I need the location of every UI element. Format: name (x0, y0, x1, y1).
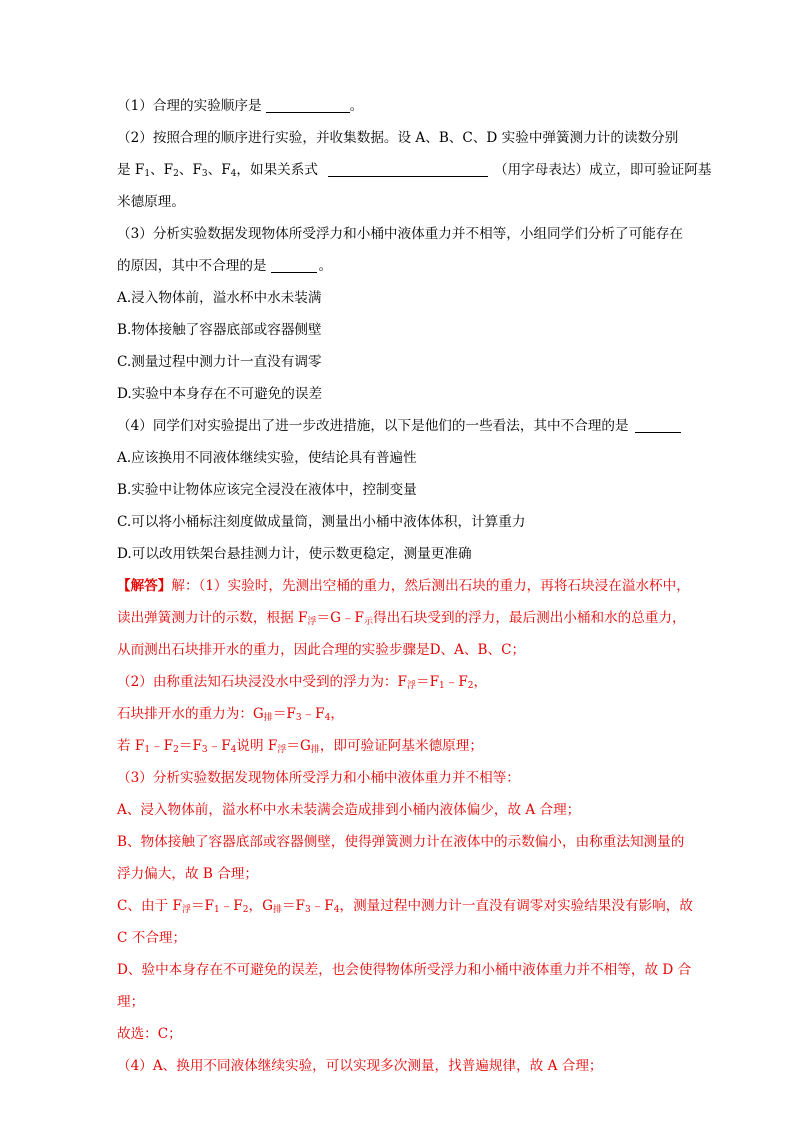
answer-text: ﹣F (444, 674, 468, 690)
answer-text: 浮力偏大，故 B 合理； (117, 866, 258, 882)
answer-text: 故选：C； (117, 1026, 182, 1042)
answer-text: ，即可验证阿基米德原理； (319, 738, 483, 754)
subscript: 1 (144, 745, 151, 755)
answer-text: ＝F (190, 898, 214, 914)
answer-p2-line-3 (117, 730, 689, 762)
answer-p1-line-2 (117, 602, 689, 634)
option-text: D.可以改用铁架台悬挂测力计，使示数更稳定，测量更准确 (117, 546, 472, 562)
answer-p3-b-2 (117, 858, 689, 890)
subscript: 2 (242, 905, 249, 915)
subscript: 4 (333, 905, 340, 915)
document-body (117, 90, 712, 1082)
subscript: 1 (439, 681, 445, 691)
answer-text: ﹣F (207, 738, 231, 754)
option-text: B.物体接触了容器底部或容器侧壁 (117, 322, 322, 338)
q2-text-3: 米德原理。 (117, 194, 185, 210)
q3-option-a (117, 282, 689, 314)
answer-text: 理； (117, 994, 145, 1010)
q1-blank (266, 95, 350, 113)
q2-line-3 (117, 186, 689, 218)
option-text: C.测量过程中测力计一直没有调零 (117, 354, 322, 370)
q2-line-2 (117, 154, 712, 186)
q2-text: 、F (207, 162, 231, 178)
q3-text-1: （3）分析实验数据发现物体所受浮力和小桶中液体重力并不相等，小组同学们分析了可能存在 (117, 226, 683, 242)
subscript: 排 (310, 745, 320, 755)
subscript: 3 (201, 745, 208, 755)
answer-text: （3）分析实验数据发现物体所受浮力和小桶中液体重力并不相等： (117, 770, 520, 786)
answer-text: C、由于 F (117, 898, 182, 914)
answer-text: ﹣F (150, 738, 174, 754)
answer-text: C 不合理； (117, 930, 187, 946)
subscript: 1 (213, 905, 220, 915)
q4-option-b (117, 474, 689, 506)
subscript: 4 (230, 745, 237, 755)
subscript: 2 (467, 681, 474, 691)
q3-line-2 (117, 250, 689, 282)
answer-text: ＝F (272, 706, 296, 722)
q3-tail: 。 (318, 258, 333, 274)
answer-p3-line-1 (117, 762, 689, 794)
answer-text: ，测量过程中测力计一直没有调零对实验结果没有影响，故 (339, 898, 693, 914)
answer-p3-c-2 (117, 922, 689, 954)
q3-option-c (117, 346, 689, 378)
subscript: 浮 (307, 617, 317, 627)
answer-text: ＝G﹣F (316, 610, 364, 626)
answer-p2-line-1 (117, 666, 689, 698)
answer-p3-a (117, 794, 689, 826)
answer-text: （4）A、换用不同液体继续实验，可以实现多次测量，找普遍规律，故 A 合理； (117, 1058, 603, 1074)
answer-text: ﹣F (219, 898, 243, 914)
answer-text: ﹣F (301, 706, 325, 722)
answer-text: （2）由称重法知石块浸没水中受到的浮力为：F (117, 674, 407, 690)
subscript: 2 (173, 745, 179, 755)
answer-text: 石块排开水的重力为：G (117, 706, 264, 722)
q3-line-1 (117, 218, 689, 250)
subscript: 浮 (406, 681, 416, 691)
answer-text: D、验中本身存在不可避免的误差，也会使得物体所受浮力和小桶中液体重力并不相等，故 D 合 (117, 962, 692, 978)
answer-text: 说明 F (236, 738, 278, 754)
q3-blank (271, 255, 317, 273)
subscript: 3 (304, 905, 311, 915)
answer-text: ＝F (415, 674, 440, 690)
answer-text: 若 F (117, 738, 145, 754)
subscript: 浮 (277, 745, 287, 755)
answer-text: 从而测出石块排开水的重力，因此合理的实验步骤是D、A、B、C； (117, 642, 526, 658)
answer-p4-a (117, 1050, 689, 1082)
option-text: A.应该换用不同液体继续实验，使结论具有普遍性 (117, 450, 417, 466)
answer-label: 【解答】 (117, 578, 172, 594)
q3-text-2: 的原因，其中不合理的是 (117, 258, 267, 274)
q1-line (117, 90, 689, 122)
answer-text: A、浸入物体前，溢水杯中水未装满会造成排到小桶内液体偏少，故 A 合理； (117, 802, 581, 818)
q3-option-b (117, 314, 689, 346)
q3-option-d (117, 378, 689, 410)
answer-text: ，G (248, 898, 273, 914)
subscript: 4 (230, 169, 237, 179)
answer-p3-d-2 (117, 986, 689, 1018)
option-text: A.浸入物体前，溢水杯中水未装满 (117, 290, 322, 306)
answer-section (117, 570, 693, 1082)
subscript: 排 (263, 713, 273, 723)
q2-text: （用字母表达）成立，即可验证阿基 (493, 162, 712, 178)
answer-p3-c-1 (117, 890, 693, 922)
subscript: 3 (201, 169, 208, 179)
subscript: 3 (295, 713, 302, 723)
q2-blank (328, 159, 488, 177)
q2-text: 、F (150, 162, 174, 178)
q4-blank (635, 415, 681, 433)
answer-text: ， (473, 674, 488, 690)
q2-text: 、F (178, 162, 202, 178)
answer-p1-line-3 (117, 634, 689, 666)
q2-text-1: （2）按照合理的顺序进行实验，并收集数据。设 A、B、C、D 实验中弹簧测力计的读数分别 (117, 130, 679, 146)
answer-text: 解：（1）实验时，先测出空桶的重力，然后测出石块的重力，再将石块浸在溢水杯中， (171, 578, 690, 594)
answer-text: ＝F (281, 898, 305, 914)
q2-text: 是 F (117, 162, 145, 178)
answer-p1-line-1 (117, 570, 689, 602)
answer-p2-line-2 (117, 698, 689, 730)
subscript: 2 (173, 169, 179, 179)
q2-line-1 (117, 122, 689, 154)
answer-text: 得出石块受到的浮力，最后测出小桶和水的总重力， (373, 610, 686, 626)
answer-text: B、物体接触了容器底部或容器侧壁，使得弹簧测力计在液体中的示数偏小，由称重法知测量的 (117, 834, 685, 850)
q2-text: ，如果关系式 (236, 162, 318, 178)
option-text: C.可以将小桶标注刻度做成量筒，测量出小桶中液体体积，计算重力 (117, 514, 526, 530)
answer-text: ＝F (178, 738, 202, 754)
q4-text-1: （4）同学们对实验提出了进一步改进措施，以下是他们的一些看法，其中不合理的是 (117, 418, 629, 434)
subscript: 示 (363, 617, 373, 627)
subscript: 4 (324, 713, 331, 723)
answer-selection (117, 1018, 689, 1050)
option-text: D.实验中本身存在不可避免的误差 (117, 386, 323, 402)
subscript: 1 (144, 169, 151, 179)
q4-option-d (117, 538, 689, 570)
answer-text: 读出弹簧测力计的示数，根据 F (117, 610, 308, 626)
answer-p3-b-1 (117, 826, 689, 858)
q4-option-c (117, 506, 689, 538)
answer-text: ＝G (286, 738, 311, 754)
subscript: 排 (272, 905, 282, 915)
answer-text: ﹣F (310, 898, 334, 914)
q4-option-a (117, 442, 689, 474)
answer-text: ， (330, 706, 344, 722)
q4-line-1 (117, 410, 689, 442)
answer-p3-d-1 (117, 954, 692, 986)
q1-tail: 。 (349, 98, 364, 114)
subscript: 浮 (181, 905, 191, 915)
option-text: B.实验中让物体应该完全浸没在液体中，控制变量 (117, 482, 417, 498)
q1-text: （1）合理的实验顺序是 (117, 98, 262, 114)
